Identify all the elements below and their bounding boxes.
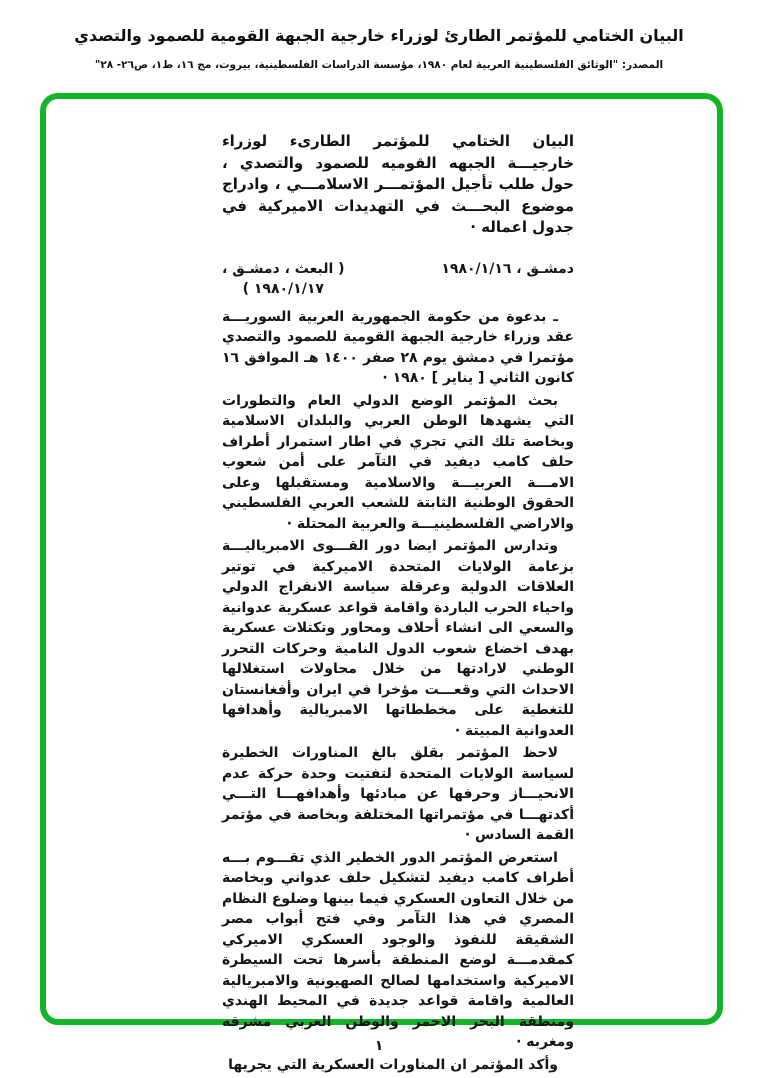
statement-heading-paragraph: البيان الختامي للمؤتمر الطارىء لوزراء خارجيـــة الجبهه القوميه للصمود والتصدي ، حول طلب تأجيل المؤتمـــر الاسلامـــي ، وادراج موضوع البحـــث في التهديدات الاميركية في جدول اعماله · <box>222 132 574 236</box>
page-number: ١ <box>374 1038 384 1054</box>
body-paragraph: ـ بدعوة من حكومة الجمهورية العربية السوريـــة عقد وزراء خارجية الجبهة القومية للصمود والتصدي مؤتمرا في دمشق يوم ٢٨ صفر ١٤٠٠ هـ الموافق ١٦ كانون الثاني [ يناير ] ١٩٨٠ · <box>222 308 575 386</box>
document-title: البيان الختامي للمؤتمر الطارئ لوزراء خارجية الجبهة القومية للصمود والتصدي <box>74 26 684 45</box>
body-paragraph: وأكد المؤتمر ان المناورات العسكرية التي يجريها <box>228 1056 558 1073</box>
dateline-source-line2: ١٩٨٠/١/١٧ ) <box>242 280 324 297</box>
body-paragraph: بحث المؤتمر الوضع الدولي العام والتطورات التي يشهدها الوطن العربي والبلدان الاسلامية وبخاصة تلك التي تجري في اطار استمرار أطراف حلف كامب ديفيد في التآمر على أمن شعوب الامـــة العربيـــة والاسلامية ومستقبلها وعلى الحقوق الوطنية الثابتة للشعب العربي الفلسطيني والاراضي الفلسطينيـــة والعربية المحتلة · <box>222 392 574 532</box>
dateline-source-ref <box>222 259 345 299</box>
dateline-place-date: دمشـق ، ١٩٨٠/١/١٦ <box>441 260 574 277</box>
dateline-source-line1: ( البعث ، دمشـق ، <box>222 260 345 277</box>
body-paragraph: استعرض المؤتمر الدور الخطير الذي تقـــوم بـــه أطراف كامب ديفيد لتشكيل حلف عدواني وبخاصة من خلال التعاون العسكري فيما بينها وضلوع النظام المصري في هذا التآمر وفي فتح أبواب مصر الشقيقة للنفوذ والوجود العسكري الاميركي كمقدمـــة لوضع المنطقة بأسرها تحت السيطرة الاميركية واستخدامها لصالح الصهيونية والامبريالية العالمية واقامة قواعد جديدة في المحيط الهندي ومنطقة البحر الاحمر والوطن العربي مشرقه ومغربه · <box>222 849 574 1050</box>
document-source-citation: المصدر: "الوثائق الفلسطينية العربية لعام ١٩٨٠، مؤسسة الدراسات الفلسطينية، بيروت، مج ١٦، ط١، ص٢٦- ٢٨" <box>94 59 664 71</box>
body-paragraph: وتدارس المؤتمر ايضا دور القـــوى الامبرياليـــة بزعامة الولايات المتحدة الاميركية في توتير العلاقات الدولية وعرقلة سياسة الانفراج الدولي واحياء الحرب الباردة واقامة قواعد عسكرية عدوانية والسعي الى انشاء أحلاف ومحاور وتكتلات عسكرية بهدف اخضاع شعوب الدول النامية وحركات التحرر الوطني لارادتها من خلال محاولات استغلالها الاحداث التي وقعـــت مؤخرا في ايران وأفغانستان للتغطية على مخططاتها الامبريالية وأهدافها العدوانية المبيتة · <box>222 538 574 739</box>
dateline <box>222 259 574 299</box>
document-body <box>222 131 574 1077</box>
body-paragraph: لاحظ المؤتمر بقلق بالغ المناورات الخطيرة لسياسة الولايات المتحدة لتفتيت وحدة حركة عدم الانحيـــاز وحرفها عن مبادئها وأهدافهـــا التـــي أكدتهـــا في مؤتمراتها المختلفة وبخاصة في مؤتمر القمة السادس · <box>222 745 574 843</box>
